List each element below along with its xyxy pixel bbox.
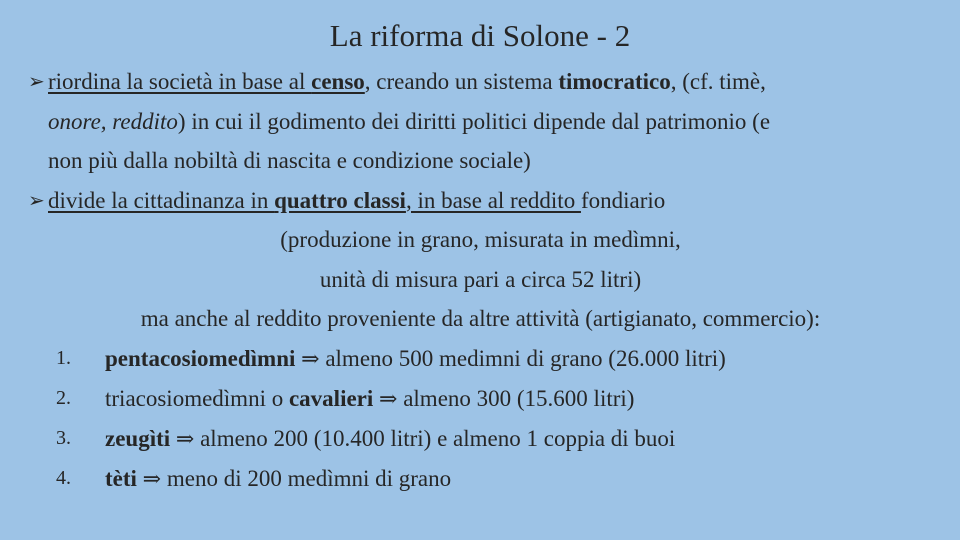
class-name: triacosiomedìmni o	[105, 385, 289, 411]
arrow-bullet-icon: ➢	[28, 187, 45, 212]
list-item	[28, 459, 948, 499]
text-italic: onore, reddito	[48, 108, 178, 134]
implies-icon: ⇒	[175, 426, 195, 452]
list-item	[28, 379, 948, 419]
text-span: ) in cui il godimento dei diritti politici dipende dal patrimonio (e	[177, 108, 771, 134]
term-censo: censo	[311, 69, 365, 94]
list-number: 2.	[56, 386, 71, 409]
classes-list	[28, 339, 948, 499]
text-span: fondiario	[580, 187, 666, 213]
class-description: almeno 300 (15.600 litri)	[403, 385, 635, 411]
list-number: 1.	[56, 346, 71, 369]
implies-icon: ⇒	[142, 466, 162, 492]
term-quattro-classi: quattro classi	[274, 187, 406, 213]
list-number: 3.	[56, 426, 71, 449]
class-name: zeugìti	[105, 425, 171, 451]
text-span: , in base al reddito	[405, 187, 581, 213]
text-span: , creando un sistema	[364, 69, 559, 94]
text-span: riordina la società in base al	[48, 69, 312, 94]
implies-icon: ⇒	[301, 346, 320, 372]
bullet2-line1	[48, 181, 948, 221]
list-item	[28, 419, 948, 459]
centered-line: ma anche al reddito proveniente da altre attività (artigianato, commercio):	[140, 306, 821, 331]
bullet-item-ordering	[28, 62, 948, 181]
class-description: meno di 200 medìmni di grano	[166, 465, 452, 491]
bullet1-line3	[48, 141, 948, 181]
slide-content	[28, 62, 948, 499]
list-number: 4.	[56, 466, 71, 489]
text-span: divide la cittadinanza in	[48, 187, 275, 213]
bullet1-line1	[48, 62, 948, 102]
class-name: pentacosiomedìmni	[105, 345, 296, 371]
class-name: tèti	[105, 465, 137, 491]
class-description: almeno 500 medimni di grano (26.000 litri)	[325, 345, 726, 371]
class-description: almeno 200 (10.400 litri) e almeno 1 coppia di buoi	[200, 425, 676, 451]
centered-line: unità di misura pari a circa 52 litri)	[319, 266, 642, 292]
centered-line: (produzione in grano, misurata in medìmni,	[280, 227, 681, 252]
slide-title-text: La riforma di Solone - 2	[329, 18, 631, 53]
bullet-item-classes	[28, 181, 948, 221]
slide-title	[0, 16, 960, 56]
class-name-bold: cavalieri	[288, 385, 374, 411]
arrow-bullet-icon: ➢	[28, 69, 45, 93]
term-timocratico: timocratico	[558, 69, 671, 94]
bullet1-line2	[48, 102, 948, 142]
text-span: non più dalla nobiltà di nascita e condizione sociale)	[48, 148, 531, 173]
implies-icon: ⇒	[379, 386, 398, 412]
text-span: , (cf. timè,	[670, 69, 766, 94]
list-item	[28, 339, 948, 379]
